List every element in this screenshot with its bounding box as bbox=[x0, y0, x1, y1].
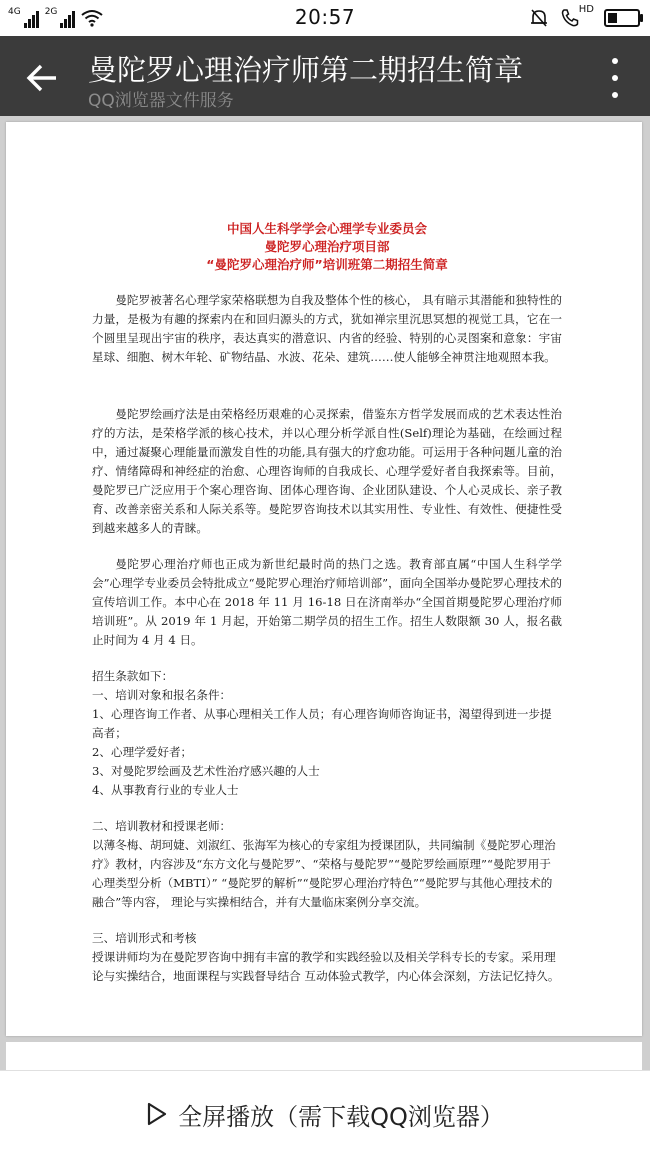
back-arrow-icon bbox=[26, 64, 58, 92]
section1-item-4: 4、从事教育行业的专业人士 bbox=[92, 783, 239, 797]
page-title: 曼陀罗心理治疗师第二期招生简章 bbox=[88, 53, 524, 87]
sim2-label: 2G bbox=[44, 7, 58, 17]
document-page bbox=[6, 122, 642, 1036]
phone-hd-icon bbox=[559, 7, 581, 29]
page-subtitle: QQ浏览器文件服务 bbox=[88, 91, 234, 111]
section1-item-3: 3、对曼陀罗绘画及艺术性治疗感兴趣的人士 bbox=[92, 764, 320, 778]
section3-title: 三、培训形式和考核 bbox=[92, 931, 197, 945]
section1-title: 一、培训对象和报名条件： bbox=[92, 688, 232, 702]
more-vertical-icon[interactable] bbox=[600, 58, 630, 98]
fullscreen-play-button[interactable] bbox=[0, 1070, 650, 1157]
mute-icon bbox=[529, 8, 549, 28]
document-content bbox=[92, 220, 562, 986]
section1-item-2: 2、心理学爱好者； bbox=[92, 745, 193, 759]
sim1-label: 4G bbox=[8, 7, 21, 17]
section1-item-1: 1、心理咨询工作者、从事心理相关工作人员；有心理咨询师咨询证书，渴望得到进一步提高者； bbox=[92, 707, 552, 740]
status-bar bbox=[0, 0, 650, 36]
play-icon bbox=[146, 1101, 168, 1127]
doc-heading-line-3: “曼陀罗心理治疗师”培训班第二期招生简章 bbox=[206, 257, 448, 272]
section1-intro: 招生条款如下： bbox=[92, 669, 174, 683]
doc-paragraph-3: 曼陀罗心理治疗师也正成为新世纪最时尚的热门之选。教育部直属“中国人生科学学会”心理学专业委员会特批成立“曼陀罗心理治疗师培训部”，面向全国举办曼陀罗心理技术的宣传培训工作。本中心在 2018 年 11 月 16-18 日在济南举办“全国首期曼陀罗心理治疗师培训班”。从 2019 年 1 月起，开始第二期学员的招生工作。招生人数限额 30 人，报名截止时间为 4 月 4 日。 bbox=[92, 557, 562, 647]
doc-heading-line-1: 中国人生科学学会心理学专业委员会 bbox=[226, 221, 427, 236]
doc-paragraph-2: 曼陀罗绘画疗法是由荣格经历艰难的心灵探索，借鉴东方哲学发展而成的艺术表达性治疗的方法，是荣格学派的核心技术，并以心理分析学派自性(Self)理论为基础，在绘画过程中，通过凝聚心理能量而激发自性的功能,具有强大的疗愈功能。可运用于各种问题儿童的治疗、情绪障碍和神经症的治愈、心理咨询师的自我成长、心理学爱好者自我探索等。目前，曼陀罗已广泛应用于个案心理咨询、团体心理咨询、企业团队建设、个人心灵成长、亲子教育、改善亲密关系和人际关系等。曼陀罗咨询技术以其实用性、专业性、有效性、便捷性受到越来越多人的青睐。 bbox=[92, 407, 562, 535]
status-right bbox=[529, 5, 640, 31]
doc-heading-line-2: 曼陀罗心理治疗项目部 bbox=[264, 239, 390, 254]
section3-body: 授课讲师均为在曼陀罗咨询中拥有丰富的教学和实践经验以及相关学科专长的专家。采用理论与实操结合，地面课程与实践督导结合 互动体验式教学，内心体会深刻，方法记忆持久。 bbox=[92, 950, 560, 983]
battery-icon bbox=[604, 9, 640, 27]
app-bar bbox=[0, 36, 650, 116]
status-time: 20:57 bbox=[294, 5, 356, 29]
section2-title: 二、培训教材和授课老师： bbox=[92, 819, 232, 833]
back-button[interactable] bbox=[20, 56, 64, 100]
fullscreen-play-label: 全屏播放（需下载QQ浏览器） bbox=[178, 1102, 504, 1131]
doc-paragraph-1: 曼陀罗被著名心理学家荣格联想为自我及整体个性的核心， 具有暗示其潜能和独特性的力量，是极为有趣的探索内在和回归源头的方式，犹如禅宗里沉思冥想的视觉工具，它在一个圆里呈现出宇宙的秩序，表达真实的潜意识、内省的经验、特别的心灵图案和意象：宇宙星球、细胞、树木年轮、矿物结晶、水波、花朵、建筑……使人能够全神贯注地观照本我。 bbox=[92, 293, 562, 364]
document-viewer[interactable] bbox=[0, 116, 650, 1070]
section2-body: 以薄冬梅、胡珂婕、刘淑红、张海军为核心的专家组为授课团队，共同编制《曼陀罗心理治疗》教材，内容涉及“东方文化与曼陀罗”、“荣格与曼陀罗”“曼陀罗绘画原理”“曼陀罗用于心理类型分析（MBTI）” “曼陀罗的解析”“曼陀罗心理治疗特色”“曼陀罗与其他心理技术的融合”等内容， 理论与实操相结合，并有大量临床案例分享交流。 bbox=[92, 838, 556, 909]
hd-label: HD bbox=[578, 4, 594, 15]
